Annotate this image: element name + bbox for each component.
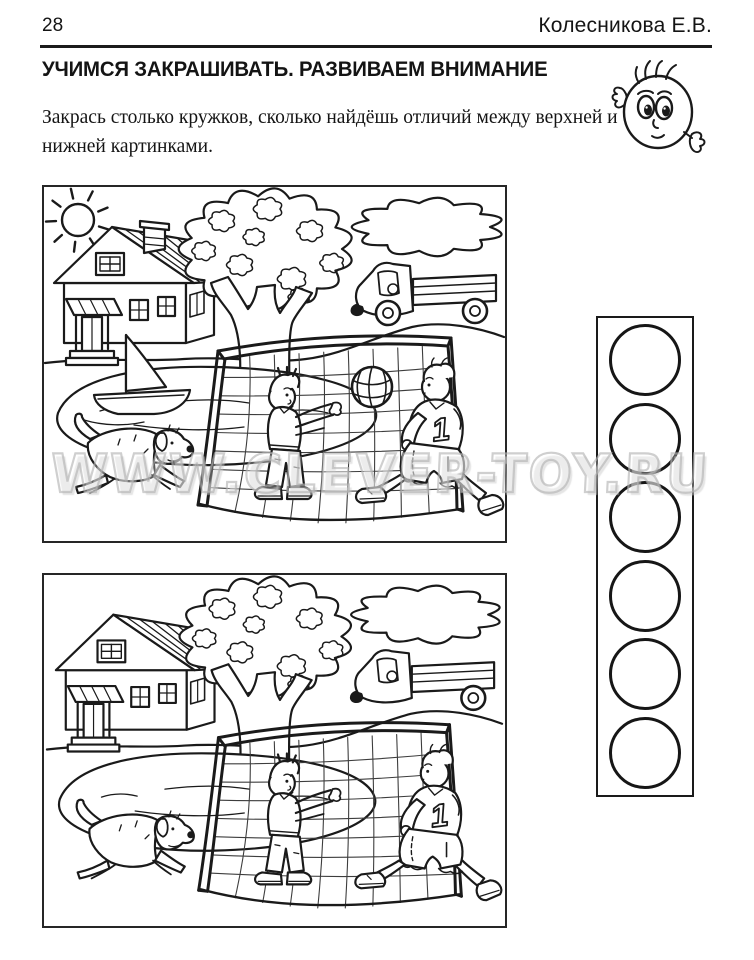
bottom-picture [42, 573, 507, 928]
truck [351, 650, 494, 710]
truck [352, 263, 496, 325]
answer-circle[interactable] [609, 560, 681, 632]
answer-circle[interactable] [609, 324, 681, 396]
running-boy [355, 745, 501, 901]
cloud [351, 586, 500, 644]
answer-circle[interactable] [609, 638, 681, 710]
instruction-text: Закрась столько кружков, сколько найдёшь отличий между верхней и нижней картинками. [42, 107, 618, 158]
watermark: WWW.CLEVER-TOY.RU [48, 444, 712, 505]
author-name: Колесникова Е.В. [538, 14, 712, 37]
chimney [140, 221, 169, 253]
answer-circle[interactable] [609, 717, 681, 789]
smiley-face-icon [604, 58, 710, 160]
cloud [352, 198, 502, 256]
answer-circle[interactable] [609, 481, 681, 553]
page-number: 28 [42, 15, 64, 36]
jersey-number: 1 [429, 410, 452, 449]
answer-strip [596, 316, 694, 797]
header-rule [40, 45, 712, 48]
answer-circle[interactable] [609, 403, 681, 475]
worksheet-title: УЧИМСЯ ЗАКРАШИВАТЬ. РАЗВИВАЕМ ВНИМАНИЕ [42, 58, 548, 81]
jersey-number: 1 [428, 796, 451, 835]
ball [352, 367, 392, 407]
top-picture [42, 185, 507, 543]
